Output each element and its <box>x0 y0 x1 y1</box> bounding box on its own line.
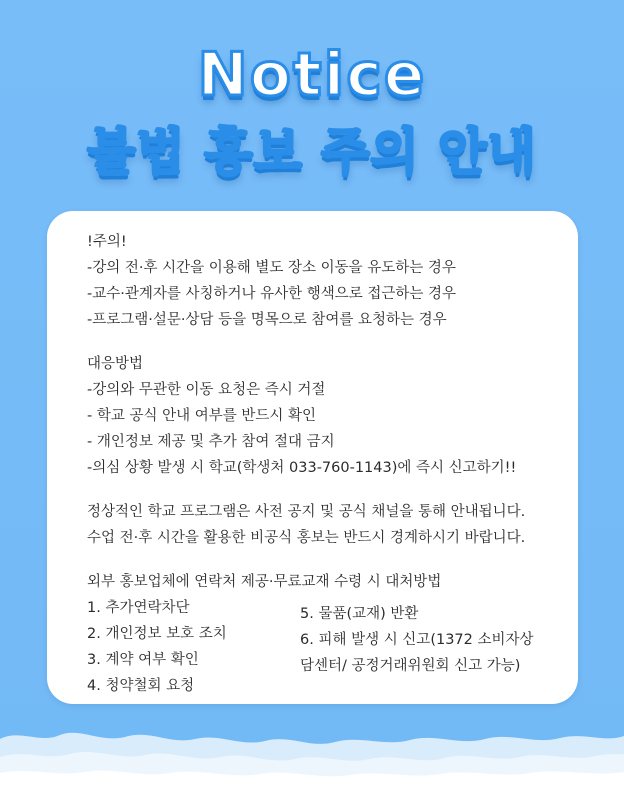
external-steps <box>87 595 557 705</box>
message-line: 정상적인 학교 프로그램은 사전 공지 및 공식 채널을 통해 안내됩니다. <box>87 504 526 520</box>
snow-decoration <box>0 699 624 799</box>
step-item: 2. 개인정보 보호 조치 <box>87 626 227 642</box>
response-item: - 학교 공식 안내 여부를 반드시 확인 <box>87 408 316 424</box>
step-item: 5. 물품(교재) 반환 <box>300 606 419 622</box>
response-item: -강의와 무관한 이동 요청은 즉시 거절 <box>87 382 326 398</box>
warning-item: -프로그램·설문·상담 등을 명목으로 참여를 요청하는 경우 <box>87 312 447 328</box>
steps-right-column <box>300 601 534 679</box>
response-heading: 대응방법 <box>87 356 144 372</box>
response-item: -의심 상황 발생 시 학교(학생처 033-760-1143)에 즉시 신고하기!! <box>87 460 517 476</box>
step-item: 1. 추가연락차단 <box>87 600 190 616</box>
step-item: 담센터/ 공정거래위원회 신고 가능) <box>300 658 521 674</box>
steps-left-column <box>87 595 227 699</box>
step-item: 3. 계약 여부 확인 <box>87 652 199 668</box>
notice-subtitle: 불법 홍보 주의 안내 <box>87 123 537 181</box>
notice-content <box>87 229 557 705</box>
warning-item: -교수·관계자를 사칭하거나 유사한 행색으로 접근하는 경우 <box>87 286 457 302</box>
warning-heading: !주의! <box>87 234 127 250</box>
warning-item: -강의 전·후 시간을 이용해 별도 장소 이동을 유도하는 경우 <box>87 260 456 276</box>
notice-card <box>47 211 578 704</box>
step-item: 6. 피해 발생 시 신고(1372 소비자상 <box>300 632 534 648</box>
response-item: - 개인정보 제공 및 추가 참여 절대 금지 <box>87 434 335 450</box>
message-line: 수업 전·후 시간을 활용한 비공식 홍보는 반드시 경계하시기 바랍니다. <box>87 530 526 546</box>
step-item: 4. 청약철회 요청 <box>87 678 195 694</box>
external-heading: 외부 홍보업체에 연락처 제공·무료교재 수령 시 대처방법 <box>87 574 442 590</box>
notice-title: Notice <box>197 40 427 110</box>
